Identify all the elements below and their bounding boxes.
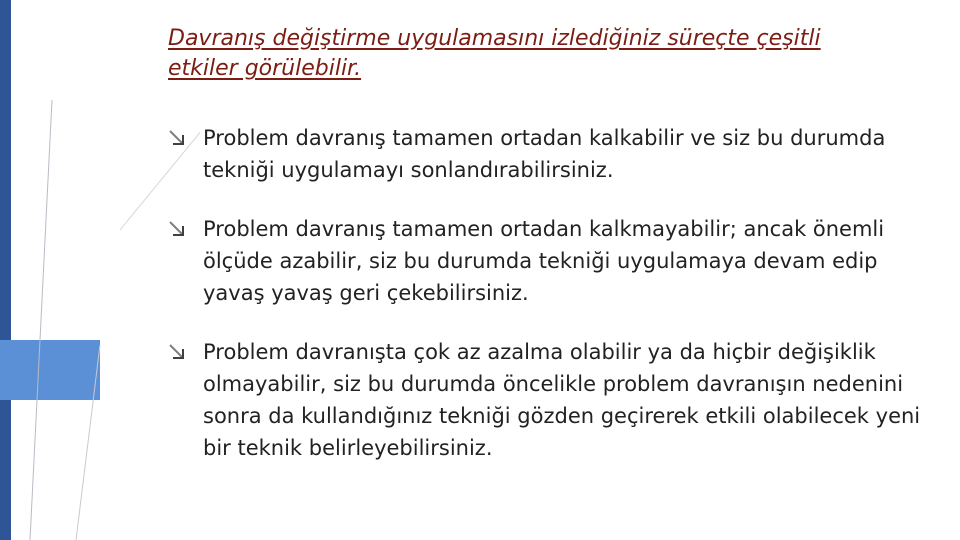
arrow-bullet-icon [168, 129, 186, 147]
slide-title: Davranış değiştirme uygulamasını izlediğiniz süreçte çeşitli etkiler görülebilir. [168, 26, 821, 81]
bullet-text: Problem davranışta çok az azalma olabilir ya da hiçbir değişiklik olmayabilir, siz bu durumda öncelikle problem davranışın nedenini sonra da kullandığınız tekniği gözden geçirerek etkili olabilecek yeni bir teknik belirleyebilirsiniz. [203, 340, 921, 460]
bullet-list [168, 122, 928, 464]
bullet-text: Problem davranış tamamen ortadan kalkmayabilir; ancak önemli ölçüde azabilir, siz bu durumda tekniği uygulamaya devam edip yavaş yavaş geri çekebilirsiniz. [203, 217, 885, 305]
arrow-bullet-icon [168, 343, 186, 361]
bullet-item [168, 213, 928, 309]
bullet-item [168, 336, 928, 464]
arrow-bullet-icon [168, 220, 186, 238]
bullet-item [168, 122, 928, 186]
bullet-text: Problem davranış tamamen ortadan kalkabilir ve siz bu durumda tekniği uygulamayı sonlandırabilirsiniz. [203, 126, 886, 182]
